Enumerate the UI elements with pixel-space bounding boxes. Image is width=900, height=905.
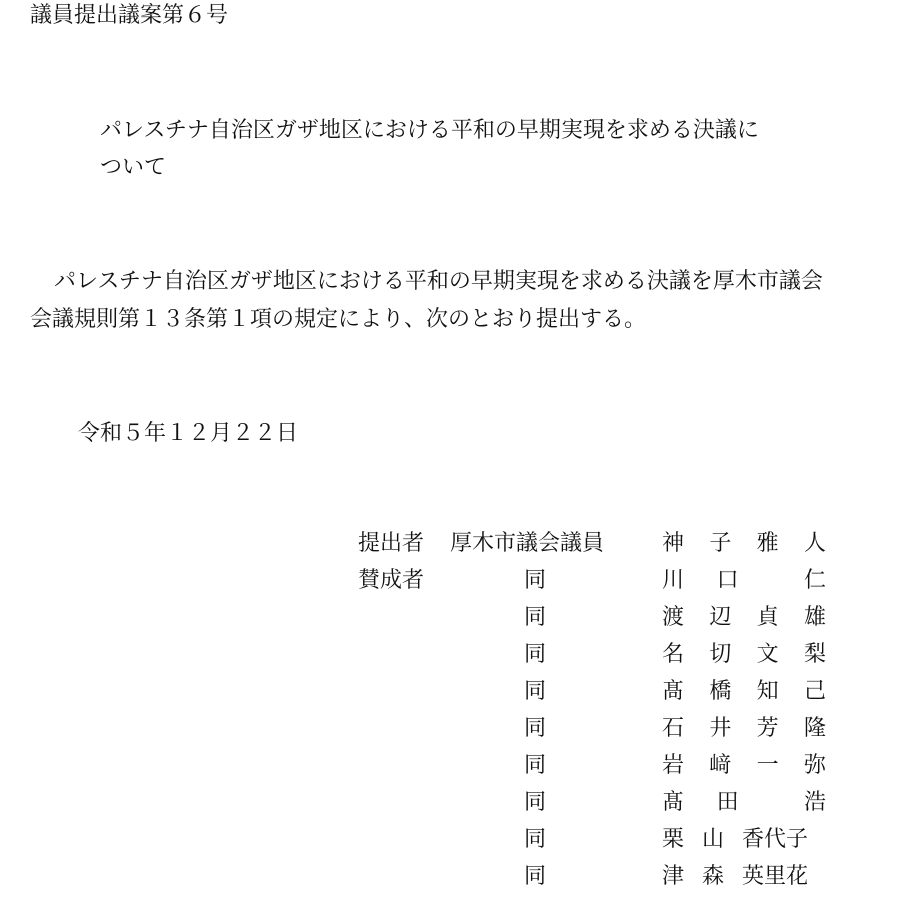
body-text-continued: 会議規則第１３条第１項の規定により、次のとおり提出する。 xyxy=(30,307,647,332)
same-mark: 同 xyxy=(524,716,547,741)
signer-row xyxy=(358,678,838,715)
name-part: 浩 xyxy=(803,790,826,815)
signer-name xyxy=(662,678,826,706)
name-part: 芳 xyxy=(756,716,779,741)
name-part: 髙 xyxy=(662,679,685,704)
same-mark: 同 xyxy=(524,864,547,889)
signer-row xyxy=(358,715,838,752)
name-part: 知 xyxy=(756,679,779,704)
same-mark: 同 xyxy=(524,827,547,852)
signer-row xyxy=(358,604,838,641)
same-mark: 同 xyxy=(524,753,547,778)
signer-name xyxy=(662,715,826,743)
name-part: 橋 xyxy=(709,679,732,704)
name-part: 山 xyxy=(702,827,725,852)
name-part: 隆 xyxy=(803,716,826,741)
name-part: 雅 xyxy=(756,531,779,556)
signer-name xyxy=(662,789,826,817)
name-part: 森 xyxy=(702,864,725,889)
resolution-title-continued: ついて xyxy=(100,155,167,180)
name-part: 名 xyxy=(662,642,685,667)
submitter-affiliation: 厚木市議会議員 xyxy=(450,531,605,556)
name-part: 梨 xyxy=(803,642,826,667)
name-part: 雄 xyxy=(803,605,826,630)
document-number: 議員提出議案第６号 xyxy=(30,3,229,28)
name-part: 神 xyxy=(662,531,685,556)
name-part: 文 xyxy=(756,642,779,667)
signer-row xyxy=(358,567,838,604)
submission-date: 令和５年１２月２２日 xyxy=(78,421,299,446)
name-part: 石 xyxy=(662,716,685,741)
name-part: 人 xyxy=(803,531,826,556)
signer-name xyxy=(662,826,826,854)
name-part: 岩 xyxy=(662,753,685,778)
signer-row xyxy=(358,789,838,826)
name-part: 香代子 xyxy=(742,827,809,852)
name-part: 切 xyxy=(709,642,732,667)
name-part: 津 xyxy=(662,864,685,889)
name-part: 英里花 xyxy=(742,864,809,889)
signer-row xyxy=(358,752,838,789)
name-part: 田 xyxy=(716,790,739,815)
name-part: 貞 xyxy=(756,605,779,630)
signer-name xyxy=(662,863,826,891)
name-part: 﨑 xyxy=(709,753,732,778)
signer-name xyxy=(662,641,826,669)
name-part: 栗 xyxy=(662,827,685,852)
signer-row xyxy=(358,826,838,863)
signer-name xyxy=(662,752,826,780)
signer-name xyxy=(662,604,826,632)
same-mark: 同 xyxy=(524,790,547,815)
name-part: 川 xyxy=(662,568,685,593)
name-part: 口 xyxy=(716,568,739,593)
name-part: 仁 xyxy=(803,568,826,593)
supporter-label: 賛成者 xyxy=(358,568,425,593)
name-part: 子 xyxy=(709,531,732,556)
submitter-label: 提出者 xyxy=(358,531,425,556)
name-part: 己 xyxy=(803,679,826,704)
same-mark: 同 xyxy=(524,679,547,704)
signer-row xyxy=(358,641,838,678)
name-part: 弥 xyxy=(803,753,826,778)
name-part: 井 xyxy=(709,716,732,741)
name-part: 一 xyxy=(756,753,779,778)
signer-name xyxy=(662,567,826,595)
same-mark: 同 xyxy=(524,605,547,630)
signer-name xyxy=(662,530,826,558)
same-mark: 同 xyxy=(524,568,547,593)
signer-row xyxy=(358,530,838,567)
same-mark: 同 xyxy=(524,642,547,667)
name-part: 髙 xyxy=(662,790,685,815)
body-text: パレスチナ自治区ガザ地区における平和の早期実現を求める決議を厚木市議会 xyxy=(54,269,823,294)
name-part: 渡 xyxy=(662,605,685,630)
signer-row xyxy=(358,863,838,900)
resolution-title: パレスチナ自治区ガザ地区における平和の早期実現を求める決議に xyxy=(100,118,759,143)
signer-list xyxy=(358,530,838,900)
name-part: 辺 xyxy=(709,605,732,630)
